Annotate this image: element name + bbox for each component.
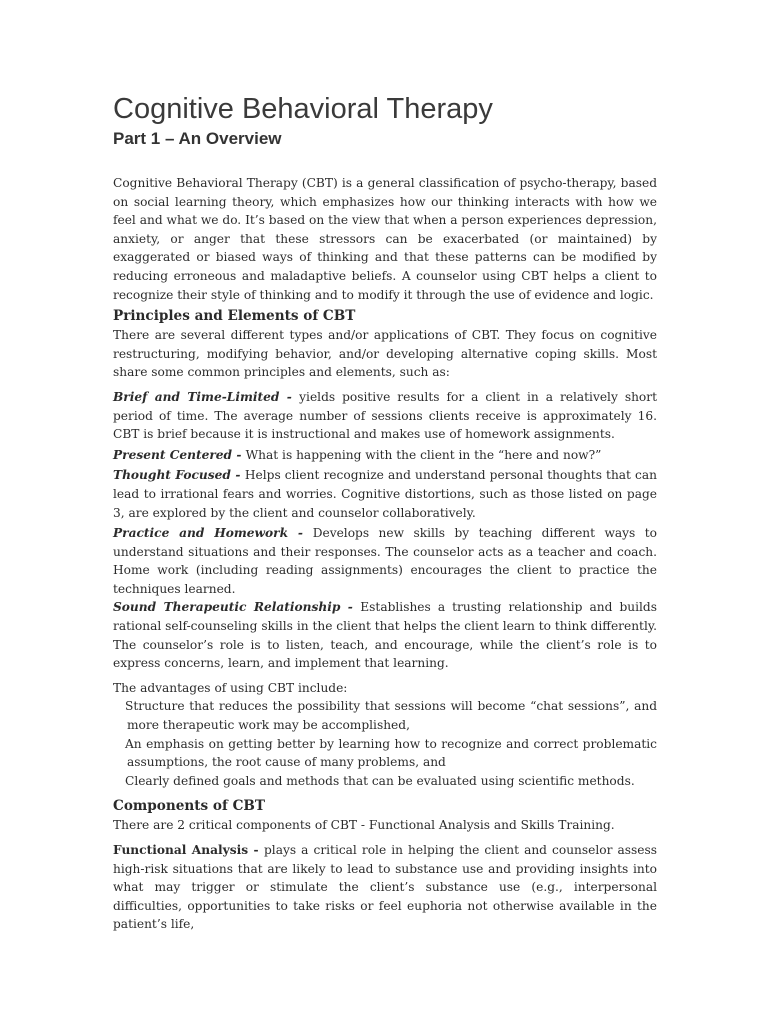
advantage-item: Clearly defined goals and methods that can be evaluated using scientific methods. <box>125 773 635 788</box>
principle-term: Sound Therapeutic Relationship - <box>113 600 361 615</box>
principles-intro: There are several different types and/or applications of CBT. They focus on cognitive restructuring, modifying behavior, and/or developing alternative coping skills. Most share some common principles and elements, such as: <box>113 328 657 380</box>
advantage-item: An emphasis on getting better by learning how to recognize and correct problematic assumptions, the root cause of many problems, and <box>125 736 657 770</box>
advantage-item: Structure that reduces the possibility that sessions will become “chat sessions”, and more therapeutic work may be accomplished, <box>125 699 657 733</box>
document-subtitle: Part 1 – An Overview <box>113 129 282 148</box>
principle-text: Helps client recognize and understand personal thoughts that can lead to irrational fears and worries. Cognitive distortions, such as those listed on page 3, are explored by the client and counselor collaboratively. <box>113 468 657 520</box>
principle-item <box>113 598 657 672</box>
principle-item <box>113 524 657 598</box>
component-text: plays a critical role in helping the client and counselor assess high-risk situations that are likely to lead to substance use and providing insights into what may trigger or stimulate the client’s substance use (e.g., interpersonal difficulties, opportunities to take risks or feel euphoria not otherwise available in the patient’s life, <box>113 843 657 932</box>
document-title: Cognitive Behavioral Therapy <box>113 93 493 125</box>
principle-text: yields positive results for a client in a relatively short period of time. The average number of sessions clients receive is approximately 16. CBT is brief because it is instructional and makes use of homework assignments. <box>113 389 657 442</box>
component-term: Functional Analysis - <box>113 843 264 857</box>
section-heading-principles: Principles and Elements of CBT <box>113 308 356 325</box>
section-heading-components: Components of CBT <box>113 798 265 815</box>
principle-term: Present Centered - <box>113 447 246 462</box>
principle-text: What is happening with the client in the “here and now?” <box>245 447 602 462</box>
principle-term: Brief and Time-Limited - <box>113 389 300 404</box>
principle-term: Practice and Homework - <box>113 526 313 541</box>
intro-paragraph: Cognitive Behavioral Therapy (CBT) is a general classification of psycho-therapy, based on social learning theory, which emphasizes how our thinking interacts with how we feel and what we do. It’s based on the view that when a person experiences depression, anxiety, or anger that these stressors can be exacerbated (or maintained) by exaggerated or biased ways of thinking and that these patterns can be modified by reducing erroneous and maladaptive beliefs. A counselor using CBT helps a client to recognize their style of thinking and to modify it through the use of evidence and logic. <box>113 176 657 302</box>
principle-item <box>113 388 657 444</box>
principle-text: Develops new skills by teaching different ways to understand situations and their responses. The counselor acts as a teacher and coach. Home work (including reading assignments) encourages the client to practice the techniques learned. <box>113 526 657 596</box>
principle-item <box>113 466 657 522</box>
advantages-intro: The advantages of using CBT include: <box>113 680 348 695</box>
principle-text: Establishes a trusting relationship and builds rational self-counseling skills in the client that helps the client learn to think differently. The counselor’s role is to listen, teach, and encourage, while the client’s role is to express concerns, learn, and implement that learning. <box>113 600 657 671</box>
principle-item <box>113 446 657 465</box>
document-body <box>113 174 657 934</box>
principle-term: Thought Focused - <box>113 468 245 483</box>
component-item <box>113 841 657 934</box>
components-intro: There are 2 critical components of CBT - Functional Analysis and Skills Training. <box>113 818 615 833</box>
